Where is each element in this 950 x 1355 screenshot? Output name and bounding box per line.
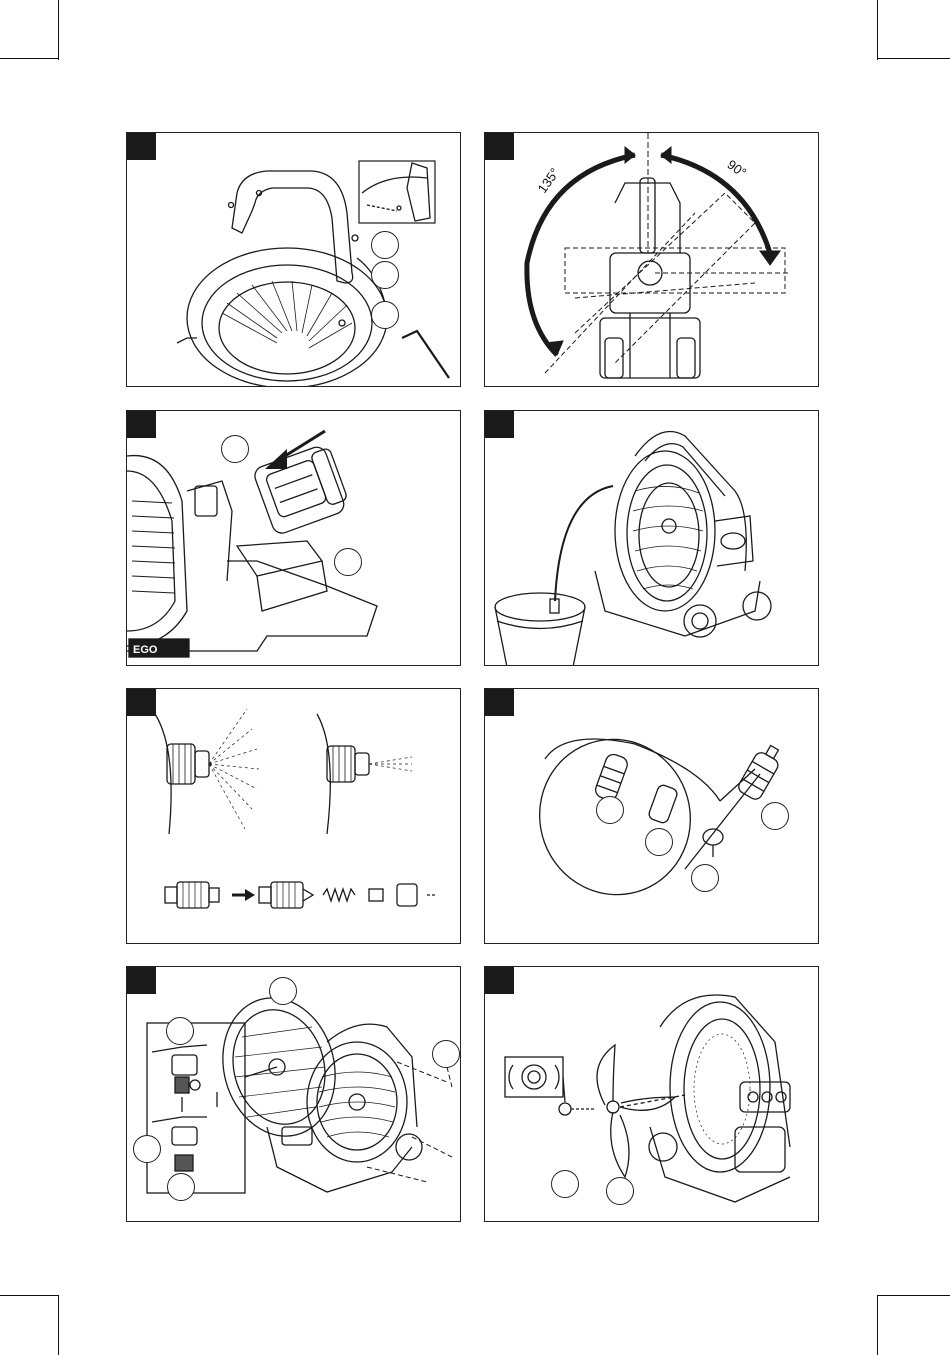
blade-removal-illustration [485, 967, 819, 1222]
callout-3 [371, 301, 399, 329]
callout-2 [334, 548, 362, 576]
callout-3 [691, 864, 719, 892]
angle-label-135: 135° [534, 165, 563, 196]
handle-assembly-illustration [127, 133, 461, 387]
callout-4 [133, 1135, 161, 1163]
crop-mark-bottom-left-v [58, 1295, 59, 1355]
callout-4 [761, 802, 789, 830]
crop-mark-top-right-h [877, 58, 950, 59]
callout-2 [645, 828, 673, 856]
callout-1 [371, 231, 399, 259]
nozzle-spray-illustration [127, 689, 461, 944]
callout-1 [269, 977, 297, 1005]
brand-logo: EGO [133, 644, 158, 656]
figure-7-guard-removal [126, 966, 461, 1222]
crop-mark-bottom-right-h [877, 1295, 950, 1296]
angle-label-90: 90° [724, 156, 750, 181]
figure-8-blade-removal [484, 966, 819, 1222]
figure-2-tilt-range [484, 132, 819, 387]
figure-4-misting-hose [484, 410, 819, 666]
callout-3 [432, 1040, 460, 1068]
callout-1 [596, 796, 624, 824]
crop-mark-bottom-right-v [877, 1295, 878, 1355]
callout-1 [551, 1170, 579, 1198]
tilt-range-illustration [485, 133, 819, 387]
callout-2 [166, 1017, 194, 1045]
callout-5 [167, 1173, 195, 1201]
figure-5-nozzle-spray [126, 688, 461, 944]
callout-2 [371, 261, 399, 289]
crop-mark-top-left-h [0, 58, 58, 59]
figure-1-handle-assembly [126, 132, 461, 387]
figure-6-nozzle-filter [484, 688, 819, 944]
callout-2 [606, 1177, 634, 1205]
battery-insertion-illustration [127, 411, 461, 666]
crop-mark-top-right-v [877, 0, 878, 60]
callout-1 [221, 435, 249, 463]
crop-mark-bottom-left-h [0, 1295, 58, 1296]
crop-mark-top-left-v [58, 0, 59, 60]
misting-hose-illustration [485, 411, 819, 666]
figure-3-battery-insertion [126, 410, 461, 666]
